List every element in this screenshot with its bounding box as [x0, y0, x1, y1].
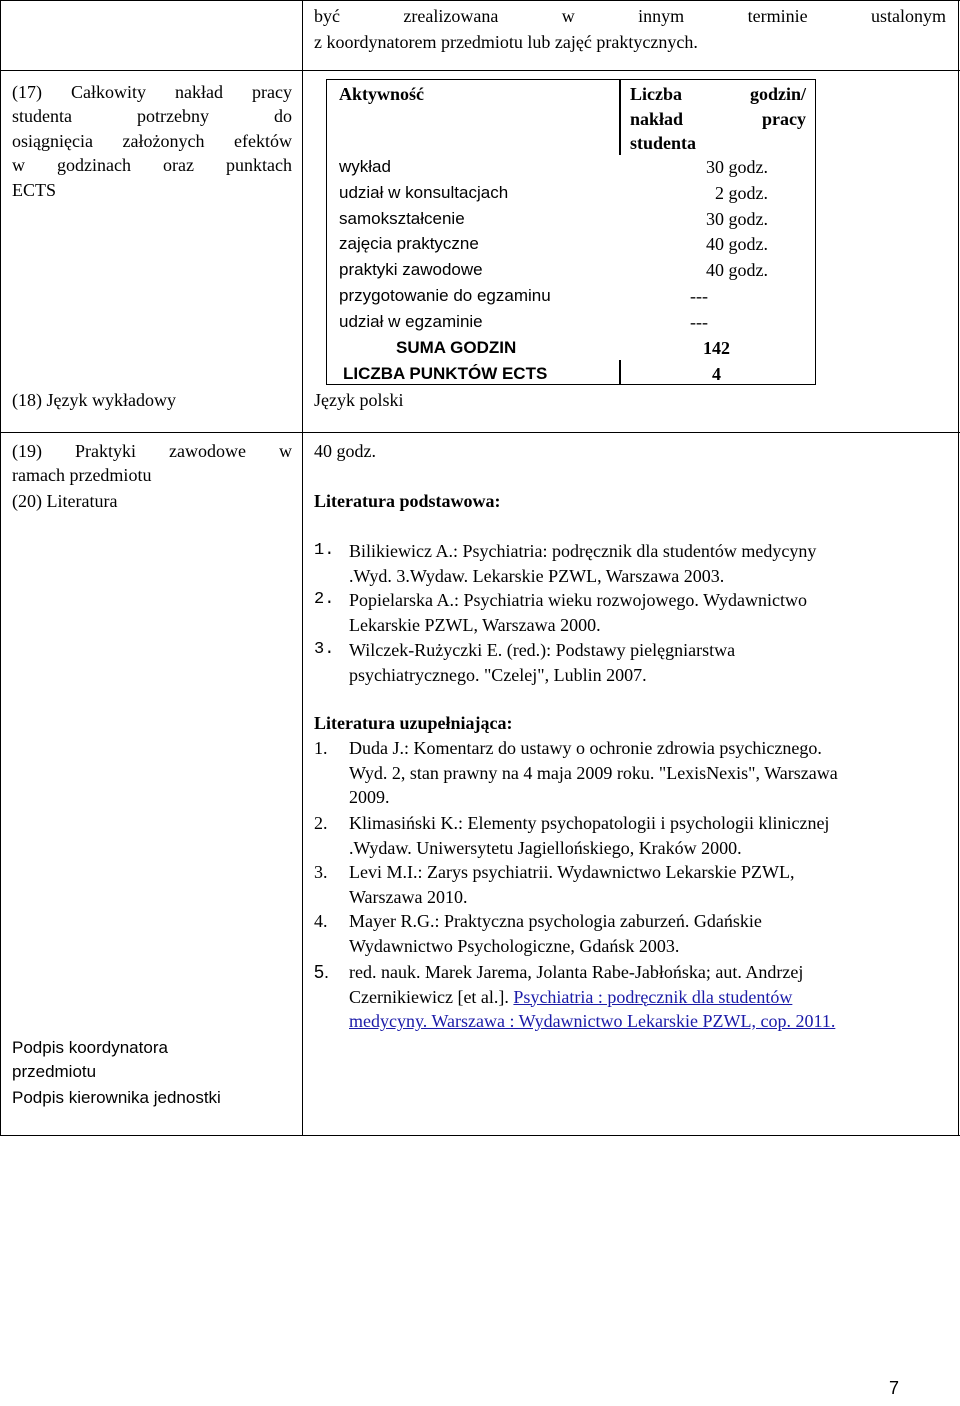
item-number: 1. — [314, 541, 335, 560]
workload-hours: --- — [690, 286, 708, 306]
item-line: Warszawa 2010. — [349, 886, 468, 907]
literature-basic-item — [314, 588, 944, 637]
workload-hours: 40 godz. — [706, 260, 768, 280]
literature-supplementary-heading: Literatura uzupełniająca: — [314, 713, 513, 733]
workload-table-column-divider — [619, 79, 621, 155]
table-border-bottom — [0, 1135, 960, 1136]
item-line: .Wyd. 3.Wydaw. Lekarskie PZWL, Warszawa 2003. — [349, 565, 725, 586]
table-border-left — [0, 0, 1, 1136]
word: innym — [638, 6, 685, 26]
workload-activity: samokształcenie — [339, 209, 465, 228]
header-hours-line: nakład pracy — [630, 108, 806, 129]
row20-label: (20) Literatura — [12, 491, 118, 511]
workload-table-column-divider — [619, 360, 621, 385]
workload-hours: --- — [690, 312, 708, 332]
item-line: Klimasiński K.: Elementy psychopatologii i psychologii klinicznej — [349, 813, 830, 833]
psychiatria-book-link-continued[interactable]: medycyny. Warszawa : Wydawnictwo Lekarskie PZWL, cop. 2011. — [349, 1011, 836, 1031]
workload-hours: 40 godz. — [706, 234, 768, 254]
row19-label-line: ramach przedmiotu — [12, 465, 152, 485]
item-number: 3. — [314, 862, 328, 882]
workload-ects-label: LICZBA PUNKTÓW ECTS — [343, 364, 548, 383]
word: ustalonym — [870, 6, 946, 26]
literature-supplementary-item — [314, 811, 944, 860]
item-line: Wydawnictwo Psychologiczne, Gdańsk 2003. — [349, 935, 680, 956]
page-number: 7 — [889, 1378, 900, 1398]
header-hours-line: studenta — [630, 133, 697, 153]
item-number: 2. — [314, 813, 328, 833]
workload-activity: wykład — [339, 157, 391, 176]
continuation-text-line2: z koordynatorem przedmiotu lub zajęć praktycznych. — [314, 32, 698, 52]
row17-label-line: ECTS — [12, 180, 57, 200]
item-line: Popielarska A.: Psychiatria wieku rozwojowego. Wydawnictwo — [349, 590, 807, 610]
item-line — [349, 985, 944, 1010]
workload-activity: udział w konsultacjach — [339, 183, 509, 202]
literature-supplementary-item — [314, 860, 944, 909]
item-line-prefix: Czernikiewicz [et al.]. — [349, 986, 514, 1007]
workload-hours: 30 godz. — [706, 157, 768, 177]
item-number: 4. — [314, 911, 328, 931]
workload-activity: udział w egzaminie — [339, 312, 483, 331]
signature-head-label: Podpis kierownika jednostki — [12, 1088, 221, 1107]
item-number: 2. — [314, 590, 335, 609]
literature-supplementary-item — [314, 736, 944, 810]
workload-activity: zajęcia praktyczne — [339, 234, 479, 253]
row19-value: 40 godz. — [314, 441, 376, 461]
workload-hours: 2 godz. — [715, 183, 768, 203]
literature-basic-item — [314, 539, 944, 588]
table-border-right — [958, 0, 959, 1136]
row17-label-line: osiągnięcia założonych efektów — [12, 131, 292, 151]
row17-label-line: studenta potrzebny do — [12, 106, 292, 126]
item-line: Wyd. 2, stan prawny na 4 maja 2009 roku. "LexisNexis", Warszawa — [349, 762, 838, 783]
workload-sum-label: SUMA GODZIN — [396, 338, 517, 357]
workload-sum-value: 142 — [703, 338, 730, 358]
row17-label-line: (17) Całkowity nakład pracy — [12, 82, 292, 102]
workload-hours: 30 godz. — [706, 209, 768, 229]
item-line: 2009. — [349, 787, 390, 807]
literature-basic-item — [314, 638, 944, 687]
workload-activity: praktyki zawodowe — [339, 260, 483, 279]
signature-coordinator-label: przedmiotu — [12, 1062, 97, 1081]
signature-coordinator-label: Podpis koordynatora — [12, 1038, 168, 1057]
row18-label: (18) Język wykładowy — [12, 390, 176, 410]
item-number: 5. — [314, 962, 330, 982]
item-line: Duda J.: Komentarz do ustawy o ochronie zdrowia psychicznego. — [349, 738, 822, 758]
item-number: 3. — [314, 640, 335, 659]
table-column-divider — [302, 0, 303, 1136]
item-number: 1. — [314, 738, 328, 758]
item-line: Wilczek-Rużyczki E. (red.): Podstawy pielęgniarstwa — [349, 640, 736, 660]
workload-header-hours — [630, 82, 806, 156]
item-line: red. nauk. Marek Jarema, Jolanta Rabe-Jabłońska; aut. Andrzej — [349, 962, 804, 982]
workload-activity: przygotowanie do egzaminu — [339, 286, 551, 305]
psychiatria-book-link[interactable]: Psychiatria : podręcznik dla studentów — [513, 986, 793, 1007]
continuation-text-line1 — [314, 4, 946, 28]
table-border-top — [0, 0, 960, 1]
row17-label-line: w godzinach oraz punktach — [12, 155, 292, 175]
word: być — [314, 6, 340, 26]
row19-label-line: (19) Praktyki zawodowe w — [12, 441, 292, 461]
header-hours-line: Liczba godzin/ — [630, 84, 806, 104]
item-line: .Wydaw. Uniwersytetu Jagiellońskiego, Kraków 2000. — [349, 837, 742, 858]
literature-basic-heading: Literatura podstawowa: — [314, 491, 501, 511]
table-row-divider — [0, 70, 960, 71]
item-line: psychiatrycznego. "Czelej", Lublin 2007. — [349, 664, 647, 685]
word: terminie — [747, 6, 808, 26]
row18-value: Język polski — [314, 390, 404, 410]
literature-supplementary-item — [314, 960, 944, 1034]
word: w — [561, 6, 575, 26]
item-line: Bilikiewicz A.: Psychiatria: podręcznik dla studentów medycyny — [349, 541, 817, 561]
workload-header-activity: Aktywność — [339, 84, 425, 104]
workload-ects-value: 4 — [712, 364, 721, 384]
item-line: Lekarskie PZWL, Warszawa 2000. — [349, 614, 601, 635]
word: zrealizowana — [403, 6, 499, 26]
item-line: Levi M.I.: Zarys psychiatrii. Wydawnictwo Lekarskie PZWL, — [349, 862, 795, 882]
literature-supplementary-item — [314, 909, 944, 958]
item-line: Mayer R.G.: Praktyczna psychologia zaburzeń. Gdańskie — [349, 911, 762, 931]
table-row-divider — [0, 432, 960, 433]
